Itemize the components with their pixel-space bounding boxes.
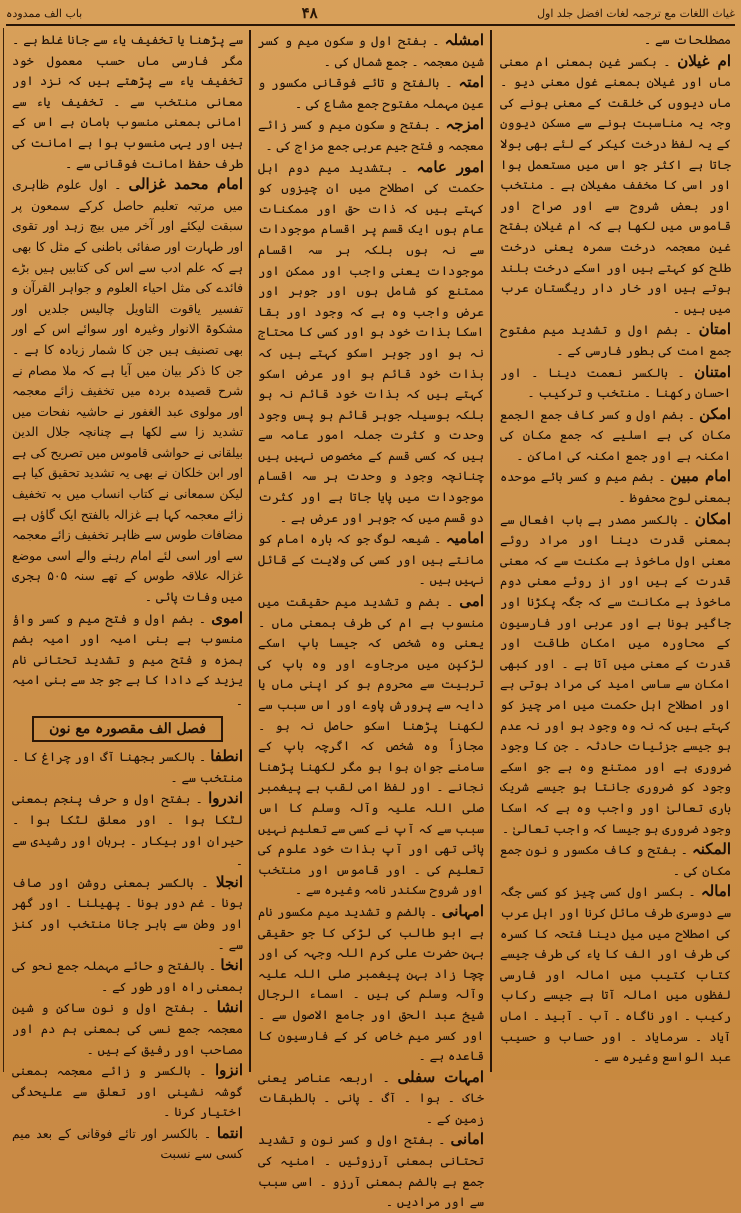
entry-headword: امکن xyxy=(699,404,731,423)
entry-headword: امکان xyxy=(694,509,731,528)
header-book-title: غیاث اللغات مع ترجمہ لغات افضل جلد اول xyxy=(537,6,735,20)
entry-headword: امی xyxy=(459,592,484,611)
entry-definition: ۔ بتشدید میم دوم اہل حکمت کی اصطلاح میں ان چیزوں کو کہتے ہیں کہ ذات حق اور ممکنات عام ہوں ایک قسم پر اقسام موجودات سے نہ ہوں بلکہ ہر سہ اقسام موجودات یعنی واجب اور ممکن اور ممتنع کو شامل ہوں اور جوہر اور عرض واجب وہ ہے کہ وجود اور بقا اسکا بذات خود ہو اور کسی کا محتاج نہ ہو اور جوہر اسکو کہتے ہیں کہ بذات خود قائم ہو اور عرض اسکو کہتے ہیں کہ بذات خود قائم نہ ہو بلکہ بوسیلہ جوہر قائم ہو پس وجود وحدت و کثرت جملہ امور عامہ سے ہیں کہ کسی قسم کے مخصوص نہیں ہیں چنانچہ وجود و وحدت ہر سہ اقسام موجودات میں پایا جاتا ہے اور کثرت دو قسم میں کہ جوہر اور عرض ہے ۔ xyxy=(258,160,484,525)
entry-definition: ۔ بضم اول و تشدید میم مفتوح جمع امت کی بطور فارسی کے ۔ xyxy=(500,323,731,358)
dictionary-entry xyxy=(12,608,243,712)
entry-definition: سے پڑھنا یا تخفیف یاء سے جانا غلط ہے ۔ مگر فارسی ماں حسب معمول خود تخفیف یاء سے پڑھتے ہیں کہ نزد اور معانی منتخب سے ۔ تخفیف یاء سے امانی بمعنی منسوب بامان ہے اس کے ہیں اور یہی منسوب ہوا ہے امانت کی طرف حفظ امانت فوقانی سے ۔ xyxy=(12,33,243,171)
entry-definition: ۔ بفتح اول و حرف پنجم بمعنی لٹکا ہوا ۔ اور معلق لٹکا ہوا ۔ حیران اور بیکار ۔ برہان اور رشیدی سے ۔ xyxy=(12,792,243,869)
entry-definition: ۔ اربعہ عناصر یعنی خاک ۔ ہوا ۔ آگ ۔ پانی ۔ بالطبقات زمین کے ۔ xyxy=(258,1070,484,1126)
entry-definition: ۔ بفتح و سکون میم و کسر زائے معجمہ و فتح جیم عربی جمع مزاج کی ۔ xyxy=(258,118,484,153)
dictionary-entry xyxy=(258,901,484,1067)
column-left xyxy=(6,30,249,1162)
dictionary-entry xyxy=(258,1067,484,1130)
entry-definition: ۔ بفتح و کاف مکسور و نون جمع مکان کی ۔ xyxy=(500,843,731,878)
entry-headword: انزوا xyxy=(214,1061,243,1080)
page-header xyxy=(6,2,735,24)
entry-definition: ۔ بالفتح و تائے فوقانی مکسور و عین مہملہ مفتوح جمع مشاع کی ۔ xyxy=(258,76,484,111)
dictionary-entry xyxy=(12,788,243,871)
header-rule xyxy=(6,24,735,26)
entry-definition: ۔ بضم اول و کسر کاف جمع الجمع مکان کی ہے اسلیے کہ جمع مکان کی امکنہ ہے اور جمع امکنہ کی اماکن ۔ xyxy=(500,407,731,463)
entry-definition: ۔ بالکسر بجھنا آگ اور چراغ کا ۔ منتخب سے ۔ xyxy=(12,750,243,785)
dictionary-entry xyxy=(258,114,484,156)
entry-headword: امانی xyxy=(450,1130,484,1149)
page-number: ۴۸ xyxy=(301,4,318,22)
entry-headword: امہانی xyxy=(441,901,484,920)
entry-headword: انتما xyxy=(216,1123,243,1142)
entry-definition: ۔ بفتح اول و کسر نون و تشدید تحتانی بمعنی آرزوئیں ۔ امنیہ کی جمع ہے بالضم بمعنی آرزو ۔ اسی سبب سے اور مرادیں ۔ xyxy=(258,1133,484,1210)
entry-headword: امتہ xyxy=(458,73,484,92)
entry-headword: امور عامہ xyxy=(416,157,484,176)
dictionary-entry xyxy=(500,466,731,508)
entry-headword: اندروا xyxy=(208,789,243,808)
dictionary-entry xyxy=(500,509,731,840)
entry-definition: ۔ بالکسر نعمت دینا ۔ اور احسان رکھنا ۔ منتخب و ترکیب ۔ xyxy=(500,365,731,401)
entry-definition: ۔ بفتح اول و سکون میم و کسر شین معجمہ ۔ جمع شمال کی ۔ xyxy=(258,34,484,69)
dictionary-entry xyxy=(12,997,243,1060)
entry-headword: انخا xyxy=(220,956,243,975)
entry-definition: ۔ شیعہ لوگ جو کہ بارہ امام کو مانتے ہیں اور کسی کی ولایت کے قائل نہیں ہیں ۔ xyxy=(258,532,484,588)
entry-definition: ۔ اول علوم ظاہری میں مرتبہ تعلیم حاصل کرکے سمعون پر سبقت لیکئے اور آخر میں بیچ زہد اور تقوی اور طہارت اور صفائی باطنی کے مثل کا بھی ہے کہ علم ادب سے اس کی کتابیں ہیں بڑے فائدے کی مثل احیاء العلوم و جواہر القرآن و تفسیر یاقوت التاویل چالیس جلدیں اور مشکوۃ الانوار وغیرہ اور سوائے اس کے اور بھی تصنیف ہیں جن کا شمار زیادہ کا ہے ۔ جن کا ذکر بیان میں آیا ہے کہ ملا مصام نے شرح قصیدہ بردہ میں تخفیف زائے معجمہ اور مولوی عبد الغفور نے حاشیہ نفحات میں تشدید زا سے لکھا ہے چنانچہ جلال الدین بیلقانی نے حواشی قاموس میں تصریح کی ہے اور ابن خلکان نے بھی یہ تشدید تحقیق کیا ہے لیکن سمعانی نے کتاب انساب میں بہ تخفیف زائے معجمہ کہا ہے غزالہ بالفتح ایک گاؤں ہے مضافات طوس سے ظاہر تخفیف زائے معجمہ سے اور اسی لئے امام رہنے والے اسی موضع غزالہ علاقہ طوس کے تھے سنہ ۵۰۵ ہجری میں وفات پائی ۔ xyxy=(12,178,243,605)
page-edge-rule xyxy=(3,28,4,1072)
dictionary-entry xyxy=(500,404,731,467)
entry-definition: ۔ بالضم و تشدید میم مکسور نام ہے ابو طالب کی لڑکی کا جو حقیقی بہن حضرت علی کرم اللہ وجہہ کی اور چچا زاد بہن پیغمبر صلی اللہ علیہ وآلہ وسلم کی ہیں ۔ اسماء الرجال شیخ عبد الحق اور جامع الاصول سے ۔ اور کسر میم خاص کر کے فارسیون کا قاعدہ ہے ۔ xyxy=(258,904,484,1064)
entry-headword: امام محمد غزالی xyxy=(128,175,243,194)
entry-definition: ۔ بالکسر و زائے معجمہ بمعنی گوشہ نشینی اور تعلق سے علیحدگی اختیار کرنا ۔ xyxy=(12,1064,243,1120)
entry-headword: انطفا xyxy=(210,747,243,766)
entry-definition: مصطلحات سے ۔ xyxy=(643,33,731,47)
entry-definition: ۔ بالکسر اور تائے فوقانی کے بعد میم کسی سے نسبت xyxy=(12,1126,243,1162)
dictionary-entry xyxy=(12,955,243,997)
entry-definition: ۔ بفتح اول و نون ساکن و شین معجمہ جمع نسی کی بمعنی ہم دم اور مصاحب اور رفیق کے ہیں ۔ xyxy=(12,1001,243,1057)
entry-headword: امالہ xyxy=(700,882,731,901)
dictionary-entry xyxy=(12,746,243,788)
entry-headword: انشا xyxy=(216,998,243,1017)
entry-definition: ۔ بکسر اول کسی چیز کو کسی جگہ سے دوسری طرف مائل کرنا اور اہل عرب کی اصطلاح میں میل دینا فتحہ کا کسرہ کی طرف اور الف کا یاء کی طرف جیسے کتاب کتیب میں امالہ اور فارسی لفظوں میں امالہ آتا ہے جیسے رکاب رکیب ۔ اور ناگاہ ۔ آب ۔ آبید ۔ اماں آیاد ۔ سرمایاد ۔ اور حساب و حسیب عبد الواسع وغیرہ سے ۔ xyxy=(500,885,731,1065)
entry-headword: امشلہ xyxy=(444,31,484,49)
dictionary-entry xyxy=(12,872,243,955)
column-divider xyxy=(249,30,251,1072)
header-section-title: باب الف ممدودہ xyxy=(6,6,83,20)
entry-headword: امتنان xyxy=(694,362,731,381)
dictionary-entry xyxy=(258,1129,484,1212)
dictionary-entry xyxy=(258,30,484,72)
entry-headword: انجلا xyxy=(216,872,243,891)
dictionary-entry xyxy=(500,362,731,404)
column-middle xyxy=(252,30,490,1210)
dictionary-entry xyxy=(500,30,731,51)
dictionary-entry xyxy=(12,1060,243,1123)
entry-definition: ۔ بالکسر مصدر ہے باب افعال سے بمعنی قدرت دینا اور مراد روئے معنی اول ماخوذ ہے مکنت سے کہ معنی قدرت کے ہیں اور از روئے معنی دوم ماخوذ ہے مکانت سے کہ جگہ پکڑنا اور جاگیر ہونا ہے اور عربی اور فارسیون کے محاورہ میں امکان طاقت اور قدرت کے معنی میں آتا ہے ۔ اور کبھی امکان سے ساسی امید کی مراد ہوتی ہے اور اصطلاح اہل حکمت میں امر چیز کو کہتے ہیں کہ نہ وہ وجود ہو اور نہ عدم ہو جیسے جزئیات حادثہ ۔ جن کا وجود ضروری ہے اور ممتنع وہ ہے جو اسکے وجود کو ضروری جانتا ہو جیسے شریک باری تعالیٰ اور واجب وہ ہے کہ اسکا وجود ضروری ہو جیسا کہ واجب تعالیٰ ۔ xyxy=(500,512,731,836)
dictionary-entry xyxy=(500,51,731,320)
dictionary-entry xyxy=(258,591,484,901)
entry-headword: امہات سفلی xyxy=(397,1067,484,1086)
entry-headword: ام غیلان xyxy=(677,51,732,70)
dictionary-entry xyxy=(258,528,484,591)
entry-headword: امام مبین xyxy=(670,467,731,486)
entry-definition: ۔ بضم و تشدید میم حقیقت میں منسوب ہے ام کی طرف بمعنی ماں ۔ یعنی وہ شخص کہ جیسا باپ اسکے لڑکپن میں مرجاوے اور وہ باپ کی تربیت سے محروم ہو کر اپنی ماں یا دایہ سے پرورش پاوے اور اس سبب سے لکھنا پڑھنا اسکو حاصل نہ ہو ۔ مجازاً وہ شخص کہ اگرچہ باپ کے سامنے جوان ہوا ہو مگر لکھنا پڑھنا نجانے ۔ اور لفظ امی لقب ہے پیغمبر صلی اللہ علیہ وآلہ وسلم کا اس سبب سے کہ آپ نے کسی سے تعلیم نہیں پائی تھی اور آپ بذات خود علوم کی تعلیم کی ۔ اور قاموس اور منتخب اور شروح سکندر نامہ وغیرہ سے ۔ xyxy=(258,595,484,898)
entry-definition: ۔ بضم میم و کسر بائے موحدہ بمعنی لوح محفوظ ۔ xyxy=(500,470,731,506)
dictionary-entry xyxy=(500,319,731,361)
entry-definition: ۔ بکسر غین بمعنی ام معنی ماں اور غیلان بمعنے غول معنی دیو ۔ ماں دیووں کی خلقت کے معنی ہونے کی وجہ یہ مناسبت ہونے سے مسکن دیوون کے یہ لفظ درخت کیکر کے لئے بھی بولا جاتا ہے اکثر جو اس میں مستعمل ہوا اور اسی کا مخفف مغیلان ہے ۔ منتخب اور بعض شروح سے اور صراح اور قاموس میں لکھا ہے کہ ام غیلان بفتح غین معجمہ درخت سمرہ یعنی درخت طلح کو کہتے ہیں اور اسکے درخت بلند ہوتے ہیں اور خار دار ریگستان عرب میں ہیں ۔ xyxy=(500,54,731,316)
section-heading-box: فصل الف مقصورہ مع نون xyxy=(32,716,223,743)
dictionary-entry xyxy=(12,174,243,607)
entry-definition: ۔ بضم اول و فتح میم و کسر واؤ منسوب ہے بنی امیہ اور امیہ بضم ہمزہ و فتح میم و تشدید تحتانی نام یزید کے دادا کا ہے جو جد سے بنی امیہ ۔ xyxy=(12,611,243,708)
entry-headword: امتان xyxy=(698,320,731,339)
dictionary-entry xyxy=(258,72,484,114)
entry-headword: اموی xyxy=(211,608,243,627)
column-divider xyxy=(490,30,492,1072)
entry-headword: امزجہ xyxy=(445,115,484,134)
column-right xyxy=(494,30,737,1072)
dictionary-entry xyxy=(12,30,243,174)
entry-headword: المکنہ xyxy=(691,840,731,859)
dictionary-entry xyxy=(500,881,731,1067)
dictionary-entry xyxy=(258,157,484,529)
entry-definition: ۔ بالفتح و حائے مہملہ جمع نحو کی بمعنی راہ اور طور کے ۔ xyxy=(12,959,243,994)
dictionary-entry xyxy=(500,839,731,881)
entry-headword: امامیہ xyxy=(445,529,484,548)
entry-definition: ۔ بالکسر بمعنی روشن اور صاف ہونا ۔ غم دور ہونا ۔ پھیلنا ۔ اور گھر اور وطن سے باہر جانا منتخب اور کنز سے ۔ xyxy=(12,875,243,952)
dictionary-entry xyxy=(12,1123,243,1165)
